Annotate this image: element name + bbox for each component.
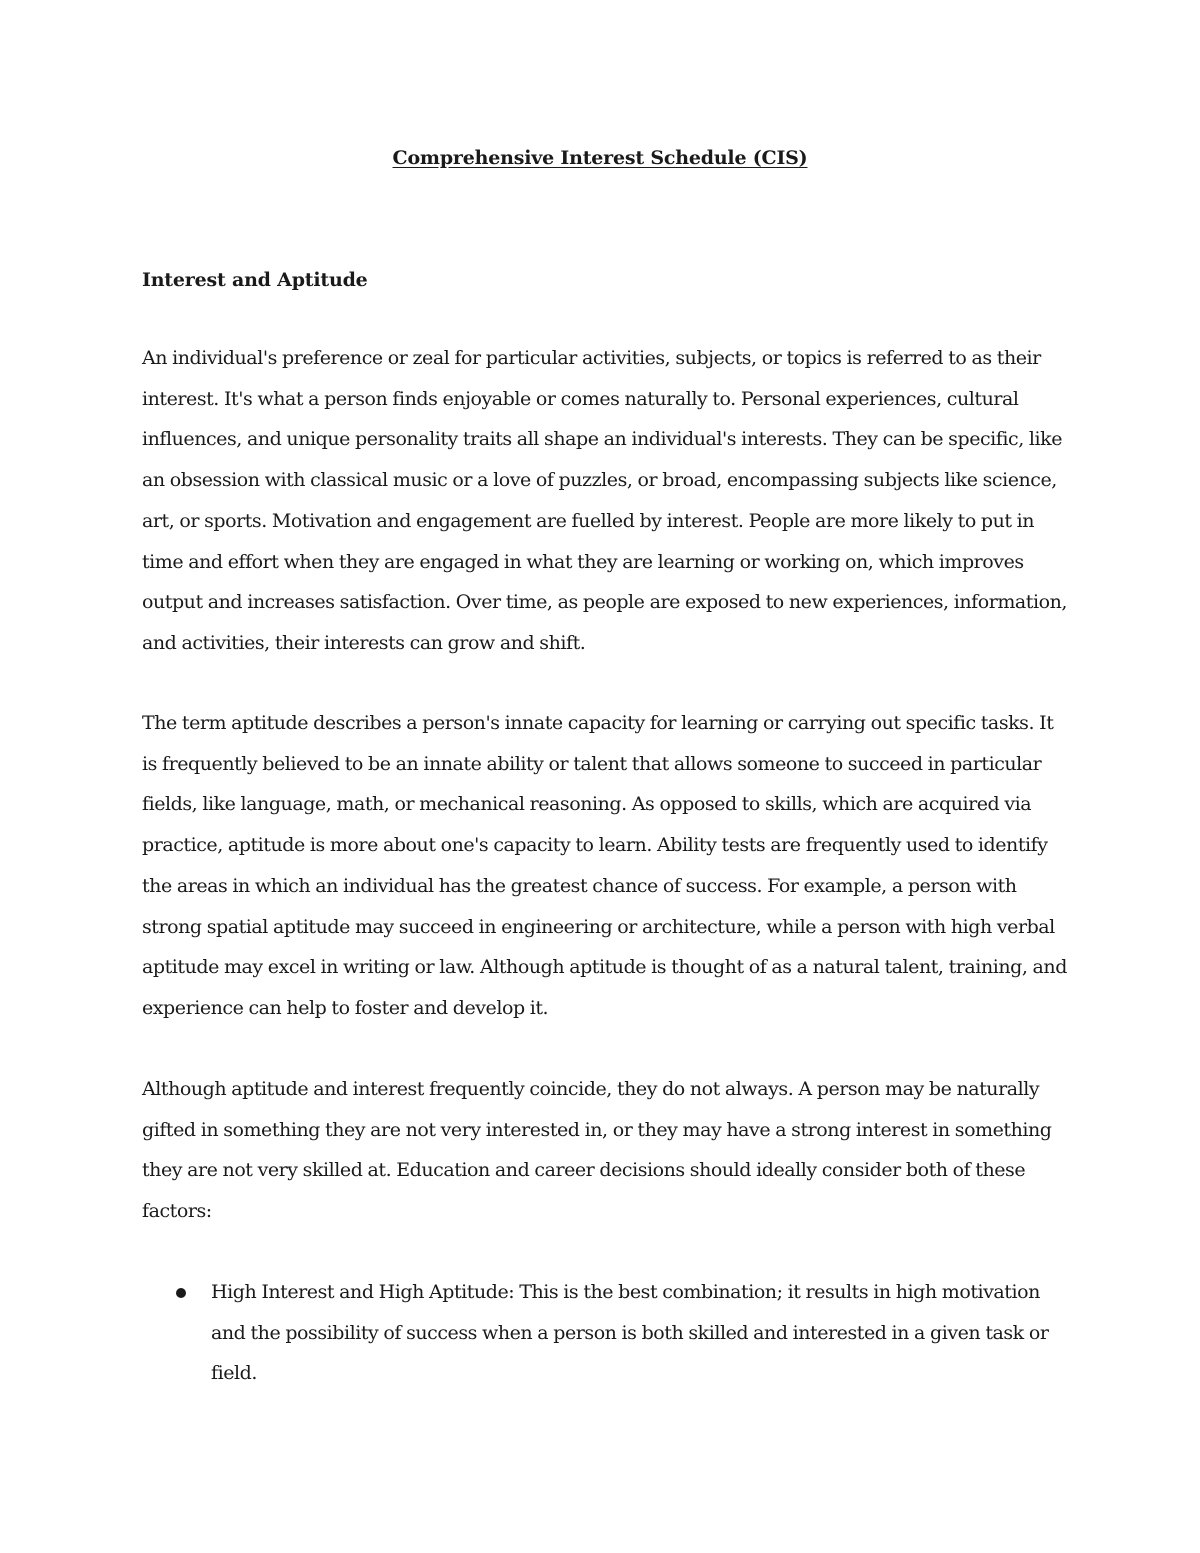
bullet-dot-icon	[176, 1288, 186, 1298]
paragraph-comparison: Although aptitude and interest frequently coincide, they do not always. A person may be naturally gifted in something they are not very interested in, or they may have a strong interest in something they are not very skilled at. Education and career decisions should ideally consider both of these factors:	[142, 1078, 1052, 1223]
paragraph-aptitude: The term aptitude describes a person's innate capacity for learning or carrying out specific tasks. It is frequently believed to be an innate ability or talent that allows someone to succeed in particular fields, like language, math, or mechanical reasoning. As opposed to skills, which are acquired via practice, aptitude is more about one's capacity to learn. Ability tests are frequently used to identify the areas in which an individual has the greatest chance of success. For example, a person with strong spatial aptitude may succeed in engineering or architecture, while a person with high verbal aptitude may excel in writing or law. Although aptitude is thought of as a natural talent, training, and experience can help to foster and develop it.	[142, 712, 1067, 1019]
section-heading: Interest and Aptitude	[142, 269, 368, 291]
bullet-list	[142, 1272, 1067, 1394]
paragraph-interest: An individual's preference or zeal for particular activities, subjects, or topics is referred to as their interest. It's what a person finds enjoyable or comes naturally to. Personal experiences, cultural influences, and unique personality traits all shape an individual's interests. They can be specific, like an obsession with classical music or a love of puzzles, or broad, encompassing subjects like science, art, or sports. Motivation and engagement are fuelled by interest. People are more likely to put in time and effort when they are engaged in what they are learning or working on, which improves output and increases satisfaction. Over time, as people are exposed to new experiences, information, and activities, their interests can grow and shift.	[142, 347, 1067, 654]
list-item-text: High Interest and High Aptitude: This is the best combination; it results in high motivation and the possibility of success when a person is both skilled and interested in a given task or field.	[211, 1281, 1049, 1385]
list-item	[142, 1272, 1067, 1394]
document-title: Comprehensive Interest Schedule (CIS)	[392, 147, 808, 169]
